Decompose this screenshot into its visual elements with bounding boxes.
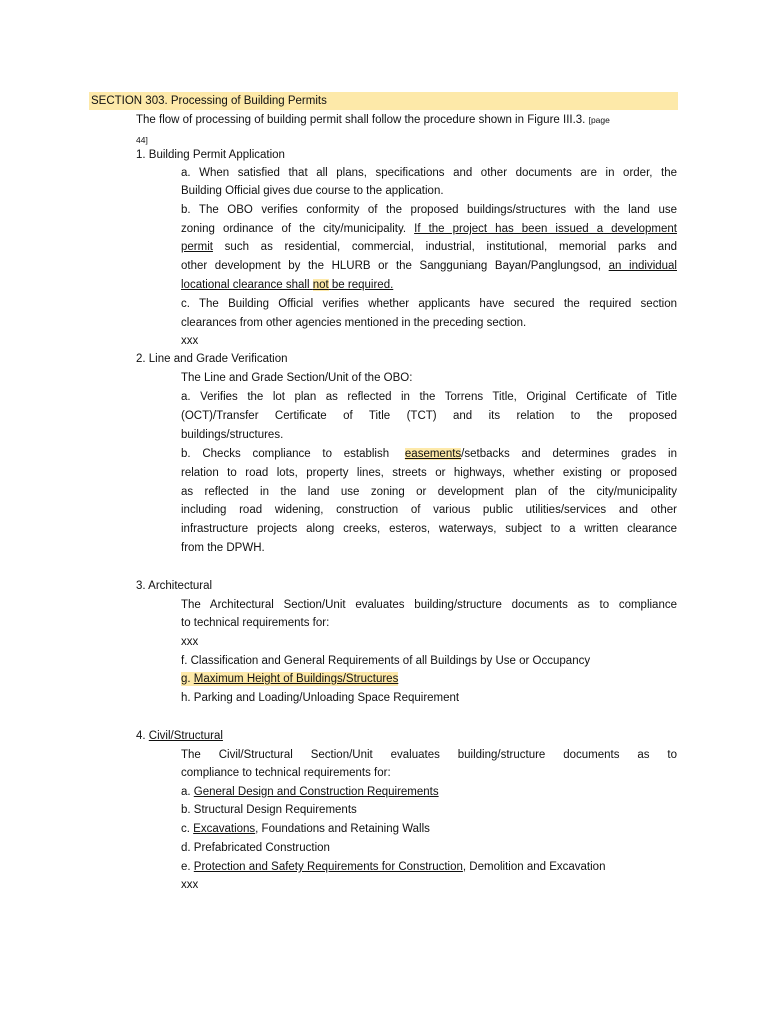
s1-b-line5	[181, 276, 393, 295]
s2-intro: The Line and Grade Section/Unit of the OBO:	[181, 372, 413, 384]
s4-e	[181, 858, 605, 877]
s2-b-line1	[181, 445, 677, 464]
s3-h: h. Parking and Loading/Unloading Space Requirement	[181, 692, 460, 704]
s4-b: b. Structural Design Requirements	[181, 804, 357, 816]
s1-b5-highlight: not	[312, 279, 329, 291]
intro-text: The flow of processing of building permit shall follow the procedure shown in Figure III.3.	[136, 114, 586, 126]
item-1-title: 1. Building Permit Application	[136, 149, 285, 161]
s1-b3-underlined: permit	[181, 241, 213, 253]
s2-b-line3: as reflected in the land use zoning or development plan of the city/municipality	[181, 486, 677, 498]
s3-g	[181, 670, 398, 689]
s1-b-line1: b. The OBO verifies conformity of the proposed buildings/structures with the land use	[181, 204, 677, 216]
s1-b-line4	[181, 257, 677, 276]
s1-a-line2: Building Official gives due course to the application.	[181, 185, 444, 197]
s3-intro-line1: The Architectural Section/Unit evaluates building/structure documents as to compliance	[181, 599, 677, 611]
s4-c	[181, 820, 430, 839]
s4-xxx: xxx	[181, 879, 199, 891]
s2-b-line4: including road widening, construction of various public utilities/services and other	[181, 504, 677, 516]
s4-c-prefix: c.	[181, 823, 190, 835]
s4-c-underlined: Excavations	[193, 823, 256, 835]
s4-e-underlined: Protection and Safety Requirements for Construction	[193, 861, 463, 873]
s2-b1-post: /setbacks and determines grades in	[461, 448, 677, 460]
s1-b2-text: zoning ordinance of the city/municipality.	[181, 223, 407, 235]
page-ref-cont: 44]	[136, 135, 148, 145]
s4-intro-line2: compliance to technical requirements for:	[181, 767, 391, 779]
s2-a-line2: (OCT)/Transfer Certificate of Title (TCT) and its relation to the proposed	[181, 410, 677, 422]
s1-b5-underlined-end: be required.	[331, 279, 394, 291]
page-ref: [page	[588, 115, 610, 125]
s1-b2-underlined: If the project has been issued a development	[414, 223, 678, 235]
s2-b-line2: relation to road lots, property lines, streets or highways, whether existing or proposed	[181, 467, 677, 479]
s2-b1-text: b. Checks compliance to establish	[181, 448, 390, 460]
s4-intro-line1: The Civil/Structural Section/Unit evaluates building/structure documents as to	[181, 749, 677, 761]
s2-b1-highlight: easements	[404, 448, 462, 460]
s3-intro-line2: to technical requirements for:	[181, 617, 330, 629]
s1-b-line3	[181, 238, 677, 257]
s4-e-prefix: e.	[181, 861, 191, 873]
s4-c-post: , Foundations and Retaining Walls	[255, 823, 430, 835]
s4-d: d. Prefabricated Construction	[181, 842, 330, 854]
section-heading: SECTION 303. Processing of Building Permits	[89, 92, 678, 110]
s1-b4-text: other development by the HLURB or the Sangguniang Bayan/Panglungsod,	[181, 260, 602, 272]
s1-b-line2	[181, 220, 677, 239]
item-2-title: 2. Line and Grade Verification	[136, 353, 288, 365]
item-4-title	[136, 727, 223, 746]
s1-b4-underlined: an individual	[608, 260, 677, 272]
s1-xxx: xxx	[181, 335, 199, 347]
s3-g-prefix: g.	[181, 673, 191, 685]
s2-a-line3: buildings/structures.	[181, 429, 284, 441]
s3-xxx: xxx	[181, 636, 199, 648]
s1-c-line2: clearances from other agencies mentioned in the preceding section.	[181, 317, 527, 329]
s4-e-post: , Demolition and Excavation	[462, 861, 606, 873]
s4-a-underlined: General Design and Construction Requirements	[193, 786, 439, 798]
s2-b-line6: from the DPWH.	[181, 542, 265, 554]
s2-b-line5: infrastructure projects along creeks, esteros, waterways, subject to a written clearance	[181, 523, 677, 535]
s1-b3-text: such as residential, commercial, industrial, institutional, memorial parks and	[224, 241, 677, 253]
s1-c-line1: c. The Building Official verifies whether applicants have secured the required section	[181, 298, 677, 310]
s2-a-line1: a. Verifies the lot plan as reflected in the Torrens Title, Original Certificate of Title	[181, 391, 677, 403]
item-3-title: 3. Architectural	[136, 580, 213, 592]
intro-line	[136, 111, 678, 130]
s3-g-underlined: Maximum Height of Buildings/Structures	[193, 673, 399, 685]
s1-a-line1: a. When satisfied that all plans, specifications and other documents are in order, the	[181, 167, 677, 179]
s1-b5-underlined: locational clearance shall	[181, 279, 310, 291]
s4-title-underlined: Civil/Structural	[148, 730, 223, 742]
s4-a	[181, 783, 439, 802]
s4-title-prefix: 4.	[136, 730, 146, 742]
s4-a-prefix: a.	[181, 786, 191, 798]
s3-f: f. Classification and General Requirements of all Buildings by Use or Occupancy	[181, 655, 591, 667]
